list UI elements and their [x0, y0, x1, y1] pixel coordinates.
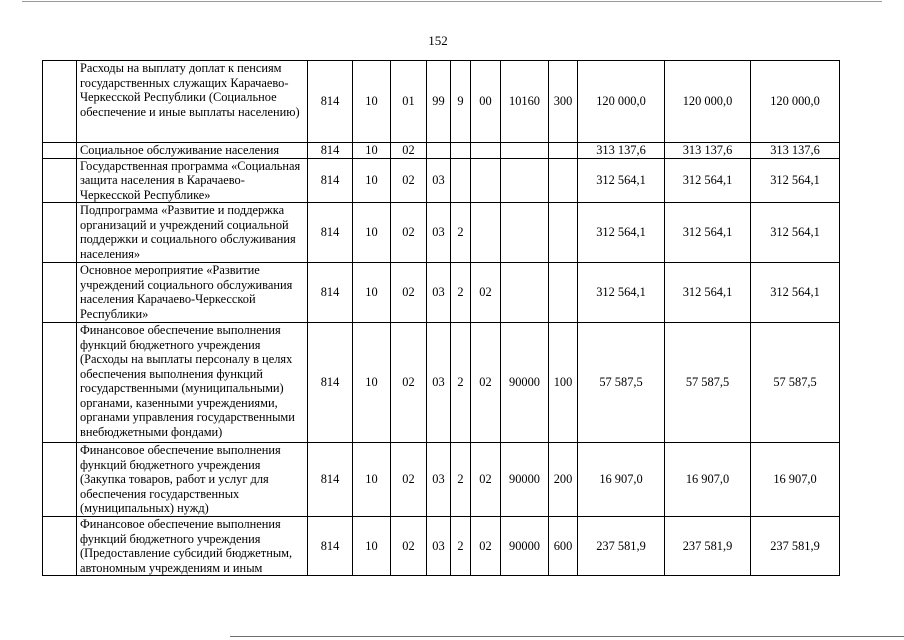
amount-year2-cell: 313 137,6 [665, 143, 751, 159]
row-number-cell [43, 443, 77, 517]
expense-direction-code-cell: 90000 [501, 443, 549, 517]
amount-year2-cell: 16 907,0 [665, 443, 751, 517]
row-number-cell [43, 263, 77, 323]
amount-year1-cell: 312 564,1 [578, 263, 665, 323]
table-row [43, 61, 840, 143]
program-code-cell: 03 [427, 517, 451, 576]
subsection-code-cell: 02 [391, 203, 427, 263]
subprogram-code-cell: 2 [451, 263, 471, 323]
subprogram-code-cell: 2 [451, 203, 471, 263]
expense-direction-code-cell: 90000 [501, 517, 549, 576]
expense-type-code-cell: 600 [549, 517, 578, 576]
main-event-code-cell: 00 [471, 61, 501, 143]
amount-year3-cell: 312 564,1 [751, 263, 840, 323]
expense-type-code-cell [549, 158, 578, 203]
ved-code-cell: 814 [308, 203, 353, 263]
amount-year2-cell: 312 564,1 [665, 263, 751, 323]
main-event-code-cell: 02 [471, 443, 501, 517]
amount-year2-cell: 120 000,0 [665, 61, 751, 143]
expense-type-code-cell [549, 143, 578, 159]
main-event-code-cell: 02 [471, 517, 501, 576]
amount-year1-cell: 237 581,9 [578, 517, 665, 576]
item-name-cell: Финансовое обеспечение выполнения функций бюджетного учреждения (Расходы на выплаты персоналу в целях обеспечения выполнения функций государственными (муниципальными) органами, казенными учреждениями, органами управления государственными внебюджетными фондами) [77, 323, 308, 443]
item-name-cell: Основное мероприятие «Развитие учреждений социального обслуживания населения Карачаево-Черкесской Республики» [77, 263, 308, 323]
amount-year3-cell: 313 137,6 [751, 143, 840, 159]
amount-year3-cell: 57 587,5 [751, 323, 840, 443]
expense-direction-code-cell [501, 158, 549, 203]
item-name-cell: Подпрограмма «Развитие и поддержка организаций и учреждений социальной поддержки и социального обслуживания населения» [77, 203, 308, 263]
program-code-cell: 03 [427, 158, 451, 203]
subprogram-code-cell [451, 143, 471, 159]
section-code-cell: 10 [353, 443, 391, 517]
row-number-cell [43, 61, 77, 143]
expense-direction-code-cell [501, 143, 549, 159]
amount-year2-cell: 312 564,1 [665, 203, 751, 263]
ved-code-cell: 814 [308, 143, 353, 159]
amount-year1-cell: 16 907,0 [578, 443, 665, 517]
amount-year1-cell: 57 587,5 [578, 323, 665, 443]
subsection-code-cell: 02 [391, 143, 427, 159]
budget-table [42, 60, 840, 576]
subsection-code-cell: 02 [391, 158, 427, 203]
expense-type-code-cell: 300 [549, 61, 578, 143]
table-row [43, 263, 840, 323]
expense-direction-code-cell: 90000 [501, 323, 549, 443]
expense-direction-code-cell [501, 203, 549, 263]
subsection-code-cell: 02 [391, 263, 427, 323]
subprogram-code-cell: 2 [451, 323, 471, 443]
amount-year1-cell: 312 564,1 [578, 158, 665, 203]
expense-direction-code-cell: 10160 [501, 61, 549, 143]
section-code-cell: 10 [353, 203, 391, 263]
amount-year3-cell: 237 581,9 [751, 517, 840, 576]
section-code-cell: 10 [353, 61, 391, 143]
program-code-cell: 03 [427, 203, 451, 263]
section-code-cell: 10 [353, 158, 391, 203]
program-code-cell: 03 [427, 443, 451, 517]
main-event-code-cell: 02 [471, 263, 501, 323]
item-name-cell: Государственная программа «Социальная защита населения в Карачаево-Черкесской Республике» [77, 158, 308, 203]
section-code-cell: 10 [353, 517, 391, 576]
amount-year1-cell: 312 564,1 [578, 203, 665, 263]
amount-year3-cell: 312 564,1 [751, 158, 840, 203]
ved-code-cell: 814 [308, 158, 353, 203]
expense-direction-code-cell [501, 263, 549, 323]
row-number-cell [43, 323, 77, 443]
amount-year2-cell: 57 587,5 [665, 323, 751, 443]
item-name-cell: Социальное обслуживание населения [77, 143, 308, 159]
amount-year1-cell: 313 137,6 [578, 143, 665, 159]
expense-type-code-cell [549, 203, 578, 263]
program-code-cell: 03 [427, 263, 451, 323]
amount-year2-cell: 237 581,9 [665, 517, 751, 576]
expense-type-code-cell [549, 263, 578, 323]
subprogram-code-cell: 2 [451, 443, 471, 517]
bottom-scan-rule [230, 636, 904, 637]
expense-type-code-cell: 100 [549, 323, 578, 443]
subsection-code-cell: 02 [391, 443, 427, 517]
top-scan-rule [22, 1, 882, 2]
amount-year1-cell: 120 000,0 [578, 61, 665, 143]
subsection-code-cell: 01 [391, 61, 427, 143]
main-event-code-cell [471, 143, 501, 159]
item-name-cell: Расходы на выплату доплат к пенсиям государственных служащих Карачаево-Черкесской Республики (Социальное обеспечение и иные выплаты населению) [77, 61, 308, 143]
subprogram-code-cell: 2 [451, 517, 471, 576]
amount-year3-cell: 16 907,0 [751, 443, 840, 517]
amount-year3-cell: 120 000,0 [751, 61, 840, 143]
ved-code-cell: 814 [308, 517, 353, 576]
table-row [43, 443, 840, 517]
program-code-cell: 03 [427, 323, 451, 443]
amount-year2-cell: 312 564,1 [665, 158, 751, 203]
item-name-cell: Финансовое обеспечение выполнения функций бюджетного учреждения (Предоставление субсидий бюджетным, автономным учреждениям и иным [77, 517, 308, 576]
expense-type-code-cell: 200 [549, 443, 578, 517]
section-code-cell: 10 [353, 263, 391, 323]
program-code-cell [427, 143, 451, 159]
section-code-cell: 10 [353, 143, 391, 159]
item-name-cell: Финансовое обеспечение выполнения функций бюджетного учреждения (Закупка товаров, работ и услуг для обеспечения государственных (муниципальных) нужд) [77, 443, 308, 517]
table-row [43, 158, 840, 203]
row-number-cell [43, 203, 77, 263]
table-body [43, 61, 840, 576]
ved-code-cell: 814 [308, 443, 353, 517]
page-number: 152 [428, 33, 448, 48]
subprogram-code-cell: 9 [451, 61, 471, 143]
row-number-cell [43, 517, 77, 576]
table-row [43, 203, 840, 263]
section-code-cell: 10 [353, 323, 391, 443]
ved-code-cell: 814 [308, 263, 353, 323]
ved-code-cell: 814 [308, 323, 353, 443]
main-event-code-cell [471, 203, 501, 263]
table-row [43, 323, 840, 443]
row-number-cell [43, 158, 77, 203]
table-row [43, 143, 840, 159]
table-row [43, 517, 840, 576]
program-code-cell: 99 [427, 61, 451, 143]
row-number-cell [43, 143, 77, 159]
amount-year3-cell: 312 564,1 [751, 203, 840, 263]
subprogram-code-cell [451, 158, 471, 203]
subsection-code-cell: 02 [391, 323, 427, 443]
ved-code-cell: 814 [308, 61, 353, 143]
main-event-code-cell [471, 158, 501, 203]
main-event-code-cell: 02 [471, 323, 501, 443]
subsection-code-cell: 02 [391, 517, 427, 576]
